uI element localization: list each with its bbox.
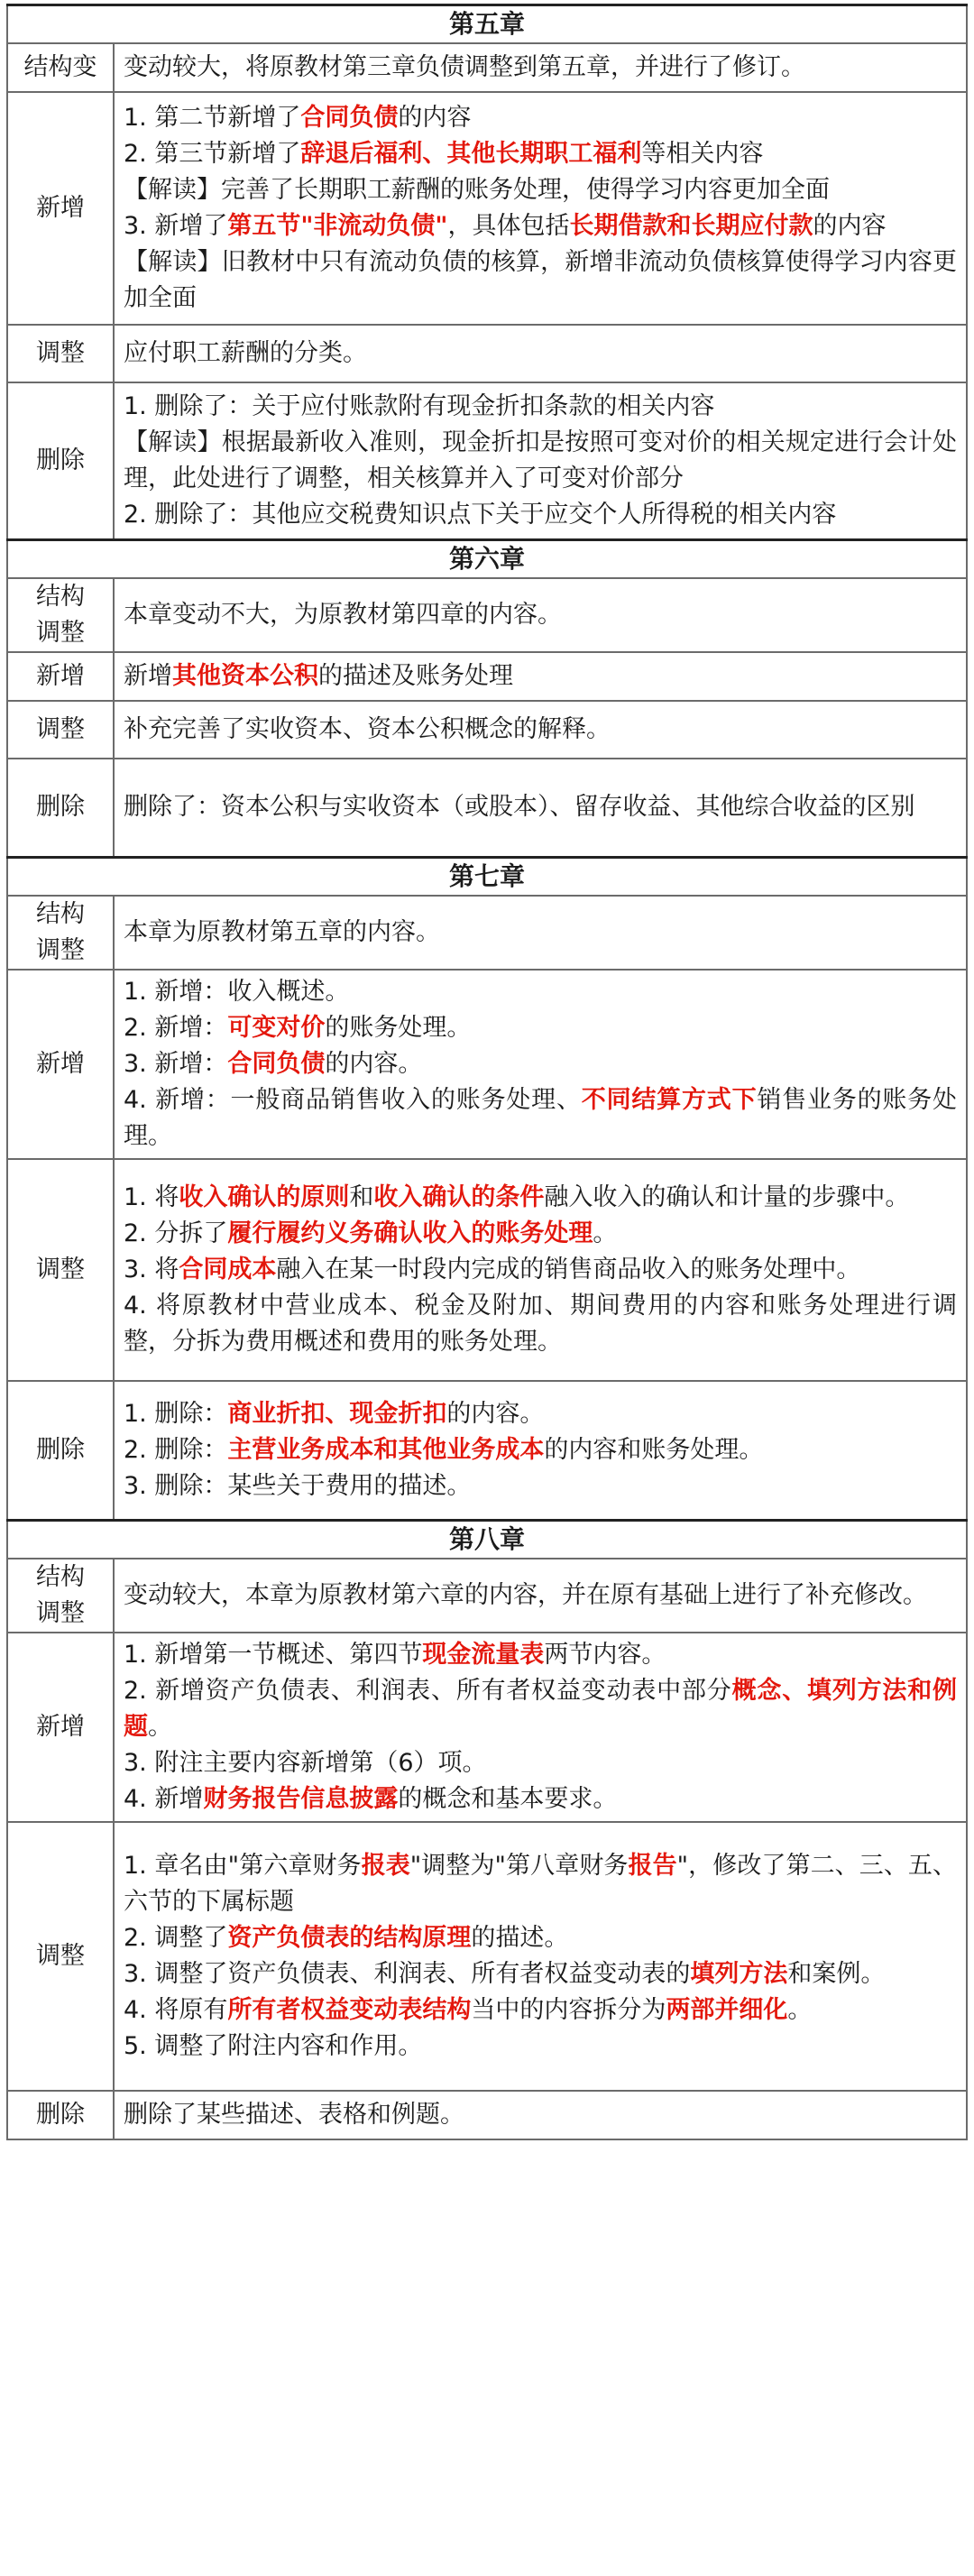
highlight-text: 主营业务成本和其他业务成本: [227, 1435, 545, 1464]
content-line: [124, 136, 957, 172]
content-line: [124, 497, 957, 533]
ch7-row-adjusted: [7, 1159, 967, 1381]
content-line: [124, 1288, 957, 1360]
highlight-text: 不同结算方式下: [581, 1086, 758, 1114]
highlight-text: 合同成本: [179, 1256, 277, 1283]
body-text: 2. 第三节新增了: [124, 140, 301, 168]
ch6-title: 第六章: [7, 539, 967, 578]
ch8-row-label: [7, 1822, 114, 2091]
highlight-text: 合同负债: [300, 104, 399, 132]
content-line: [124, 974, 957, 1010]
ch7-row-content: [114, 970, 967, 1159]
ch7-row-label: [7, 1159, 114, 1381]
highlight-text: 概念、填列方法和例题: [124, 1676, 958, 1741]
body-text: 的内容。: [446, 1399, 545, 1428]
ch8-title: 第八章: [7, 1520, 967, 1559]
row-label-line: 调整: [36, 339, 85, 367]
highlight-text: 填列方法: [690, 1959, 788, 1988]
body-text: 1. 将: [124, 1183, 179, 1211]
row-label-line: 新增: [36, 194, 85, 222]
body-text: 4. 将原有: [124, 1995, 228, 2024]
ch5-row-added: [7, 92, 967, 325]
ch5-row-adjusted: [7, 325, 967, 382]
ch5-header-row: [7, 5, 967, 44]
content-line: [124, 712, 957, 748]
ch7-row-added: [7, 970, 967, 1159]
row-label-line: 调整: [36, 936, 85, 964]
ch7-row-label: [7, 1381, 114, 1520]
body-text: 3. 将: [124, 1256, 179, 1283]
row-label-line: 调整: [36, 1598, 85, 1627]
highlight-text: 报告: [628, 1851, 677, 1880]
body-text: 【解读】旧教材中只有流动负债的核算，新增非流动负债核算使得学习内容更加全面: [124, 248, 957, 312]
highlight-text: 财务报告信息披露: [203, 1784, 399, 1813]
revision-table-body: [7, 5, 967, 2139]
body-text: 3. 附注主要内容新增第（6）项。: [124, 1748, 487, 1777]
body-text: 的描述及账务处理: [318, 661, 513, 690]
ch6-header-row: [7, 539, 967, 578]
highlight-text: 合同负债: [227, 1050, 326, 1078]
highlight-text: 其他资本公积: [172, 661, 318, 690]
ch8-row-content: [114, 1559, 967, 1633]
content-line: [124, 1673, 957, 1745]
content-line: [124, 2097, 957, 2133]
body-text: 变动较大，本章为原教材第六章的内容，并在原有基础上进行了补充修改。: [124, 1580, 927, 1609]
body-text: 4. 新增：一般商品销售收入的账务处理、: [124, 1086, 582, 1114]
ch5-title: 第五章: [7, 5, 967, 44]
ch6-row-label: [7, 652, 114, 701]
row-label-line: 调整: [36, 1256, 85, 1283]
body-text: ，具体包括: [447, 212, 570, 240]
ch6-row-structure: [7, 578, 967, 652]
content-line: [124, 208, 957, 244]
ch6-row-content: [114, 759, 967, 858]
content-line: [124, 1920, 957, 1956]
body-text: 3. 新增：: [124, 1050, 228, 1078]
content-line: [124, 1781, 957, 1817]
content-line: [124, 172, 957, 208]
body-text: 的内容和账务处理。: [544, 1435, 764, 1464]
ch6-row-content: [114, 578, 967, 652]
highlight-text: 第五节"非流动负债": [227, 212, 448, 240]
content-line: [124, 1046, 957, 1082]
ch6-row-content: [114, 652, 967, 701]
ch5-row-content: [114, 325, 967, 382]
body-text: 本章变动不大，为原教材第四章的内容。: [124, 600, 562, 629]
row-label-line: 新增: [36, 1050, 85, 1078]
body-text: 本章为原教材第五章的内容。: [124, 918, 440, 946]
ch7-row-deleted: [7, 1381, 967, 1520]
body-text: 的描述。: [471, 1923, 569, 1952]
body-text: 应付职工薪酬的分类。: [124, 339, 367, 367]
row-label-line: 结构: [36, 900, 85, 928]
ch8-row-structure: [7, 1559, 967, 1633]
body-text: 2. 删除了：其他应交税费知识点下关于应交个人所得税的相关内容: [124, 500, 837, 529]
ch7-title: 第七章: [7, 858, 967, 897]
ch6-row-content: [114, 701, 967, 759]
ch6-row-added: [7, 652, 967, 701]
content-line: [124, 1396, 957, 1432]
row-label-line: 结构: [36, 1562, 85, 1591]
content-line: [124, 2029, 957, 2065]
highlight-text: 辞退后福利、其他长期职工福利: [300, 140, 642, 168]
row-label-line: 删除: [36, 1435, 85, 1464]
row-label-line: 结构: [36, 582, 85, 611]
highlight-text: 报表: [361, 1851, 410, 1880]
ch8-row-label: [7, 1633, 114, 1822]
content-line: [124, 336, 957, 372]
content-line: [124, 1468, 957, 1504]
body-text: 2. 分拆了: [124, 1219, 228, 1247]
body-text: 2. 调整了: [124, 1923, 228, 1952]
body-text: 的概念和基本要求。: [398, 1784, 618, 1813]
row-label-line: 删除: [36, 2100, 85, 2129]
row-label-line: 新增: [36, 661, 85, 690]
revision-table: [6, 4, 968, 2140]
body-text: 1. 删除了：关于应付账款附有现金折扣条款的相关内容: [124, 391, 715, 420]
body-text: 1. 删除：: [124, 1399, 228, 1428]
content-line: [124, 1082, 957, 1155]
content-line: [124, 1252, 957, 1288]
ch7-row-content: [114, 896, 967, 970]
body-text: 等相关内容: [641, 140, 764, 168]
content-line: [124, 1578, 957, 1614]
content-line: [124, 100, 957, 136]
content-line: [124, 789, 957, 825]
row-label-line: 删除: [36, 446, 85, 474]
ch7-row-content: [114, 1381, 967, 1520]
content-line: [124, 50, 957, 86]
ch7-header-row: [7, 858, 967, 897]
body-text: 和案例。: [787, 1959, 886, 1988]
ch8-row-label: [7, 2091, 114, 2139]
ch5-row-structure: [7, 43, 967, 92]
body-text: 4. 将原教材中营业成本、税金及附加、期间费用的内容和账务处理进行调整，分拆为费用概述和费用的账务处理。: [124, 1292, 957, 1356]
row-label-line: 结构变: [23, 53, 97, 81]
body-text: 的内容: [398, 104, 472, 132]
row-label-line: 新增: [36, 1712, 85, 1741]
body-text: 和: [349, 1183, 374, 1211]
content-line: [124, 1637, 957, 1673]
body-text: "，修改了第二、三、五、六节的下属标题: [124, 1851, 958, 1916]
ch8-row-content: [114, 1633, 967, 1822]
body-text: 2. 新增：: [124, 1014, 228, 1042]
body-text: 补充完善了实收资本、资本公积概念的解释。: [124, 714, 611, 743]
ch6-row-label: [7, 578, 114, 652]
body-text: 5. 调整了附注内容和作用。: [124, 2031, 423, 2060]
body-text: 。: [787, 1995, 813, 2024]
highlight-text: 两部并细化: [666, 1995, 788, 2024]
ch8-row-deleted: [7, 2091, 967, 2139]
row-label-line: 调整: [36, 618, 85, 647]
body-text: 2. 新增资产负债表、利润表、所有者权益变动表中部分: [124, 1676, 732, 1705]
ch5-row-content: [114, 43, 967, 92]
ch6-row-label: [7, 701, 114, 759]
body-text: 的内容: [813, 212, 887, 240]
ch6-row-label: [7, 759, 114, 858]
body-text: 的内容。: [325, 1050, 423, 1078]
highlight-text: 收入确认的原则: [179, 1183, 350, 1211]
body-text: "调整为"第八章财务: [409, 1851, 629, 1880]
body-text: 当中的内容拆分为: [471, 1995, 666, 2024]
ch5-row-content: [114, 382, 967, 539]
content-line: [124, 1745, 957, 1781]
body-text: 3. 调整了资产负债表、利润表、所有者权益变动表的: [124, 1959, 691, 1988]
highlight-text: 长期借款和长期应付款: [569, 212, 813, 240]
ch5-row-label: [7, 43, 114, 92]
highlight-text: 商业折扣、现金折扣: [227, 1399, 447, 1428]
ch5-row-label: [7, 325, 114, 382]
row-label-line: 删除: [36, 793, 85, 822]
body-text: 1. 新增：收入概述。: [124, 978, 350, 1006]
highlight-text: 现金流量表: [422, 1640, 545, 1669]
body-text: 的账务处理。: [325, 1014, 472, 1042]
ch8-header-row: [7, 1520, 967, 1559]
body-text: 4. 新增: [124, 1784, 204, 1813]
body-text: 1. 新增第一节概述、第四节: [124, 1640, 423, 1669]
content-line: [124, 1180, 957, 1216]
content-line: [124, 1848, 957, 1920]
ch7-row-content: [114, 1159, 967, 1381]
body-text: 。: [593, 1219, 618, 1247]
ch6-row-deleted: [7, 759, 967, 858]
row-label-line: 调整: [36, 714, 85, 743]
body-text: 融入收入的确认和计量的步骤中。: [544, 1183, 910, 1211]
ch5-row-content: [114, 92, 967, 325]
body-text: 3. 新增了: [124, 212, 228, 240]
highlight-text: 资产负债表的结构原理: [227, 1923, 472, 1952]
body-text: 【解读】根据最新收入准则，现金折扣是按照可变对价的相关规定进行会计处理，此处进行了调整，相关核算并入了可变对价部分: [124, 428, 957, 492]
ch8-row-label: [7, 1559, 114, 1633]
content-line: [124, 1216, 957, 1252]
ch8-row-content: [114, 1822, 967, 2091]
ch7-row-structure: [7, 896, 967, 970]
content-line: [124, 1010, 957, 1046]
highlight-text: 履行履约义务确认收入的账务处理: [227, 1219, 593, 1247]
body-text: 1. 章名由"第六章财务: [124, 1851, 362, 1880]
ch6-row-adjusted: [7, 701, 967, 759]
body-text: 删除了：资本公积与实收资本（或股本）、留存收益、其他综合收益的区别: [124, 793, 915, 822]
content-line: [124, 597, 957, 633]
body-text: 2. 删除：: [124, 1435, 228, 1464]
content-line: [124, 915, 957, 951]
row-label-line: 调整: [36, 1941, 85, 1970]
highlight-text: 可变对价: [227, 1014, 326, 1042]
ch8-row-content: [114, 2091, 967, 2139]
ch5-row-label: [7, 382, 114, 539]
ch7-row-label: [7, 970, 114, 1159]
content-line: [124, 244, 957, 317]
document: [6, 4, 968, 2140]
body-text: 3. 删除：某些关于费用的描述。: [124, 1471, 472, 1500]
body-text: 新增: [124, 661, 172, 690]
body-text: 两节内容。: [544, 1640, 666, 1669]
ch8-row-added: [7, 1633, 967, 1822]
ch5-row-label: [7, 92, 114, 325]
content-line: [124, 1992, 957, 2029]
body-text: 融入在某一时段内完成的销售商品收入的账务处理中。: [276, 1256, 861, 1283]
ch8-row-adjusted: [7, 1822, 967, 2091]
body-text: 【解读】完善了长期职工薪酬的账务处理，使得学习内容更加全面: [124, 176, 830, 204]
body-text: 变动较大，将原教材第三章负债调整到第五章，并进行了修订。: [124, 53, 805, 81]
ch5-row-deleted: [7, 382, 967, 539]
highlight-text: 收入确认的条件: [373, 1183, 545, 1211]
body-text: 销售业务的账务处理。: [124, 1086, 958, 1150]
body-text: 1. 第二节新增了: [124, 104, 301, 132]
body-text: 。: [148, 1712, 172, 1741]
ch7-row-label: [7, 896, 114, 970]
content-line: [124, 389, 957, 425]
highlight-text: 所有者权益变动表结构: [227, 1995, 472, 2024]
body-text: 删除了某些描述、表格和例题。: [124, 2100, 464, 2129]
content-line: [124, 425, 957, 497]
content-line: [124, 1956, 957, 1992]
content-line: [124, 658, 957, 695]
content-line: [124, 1432, 957, 1468]
